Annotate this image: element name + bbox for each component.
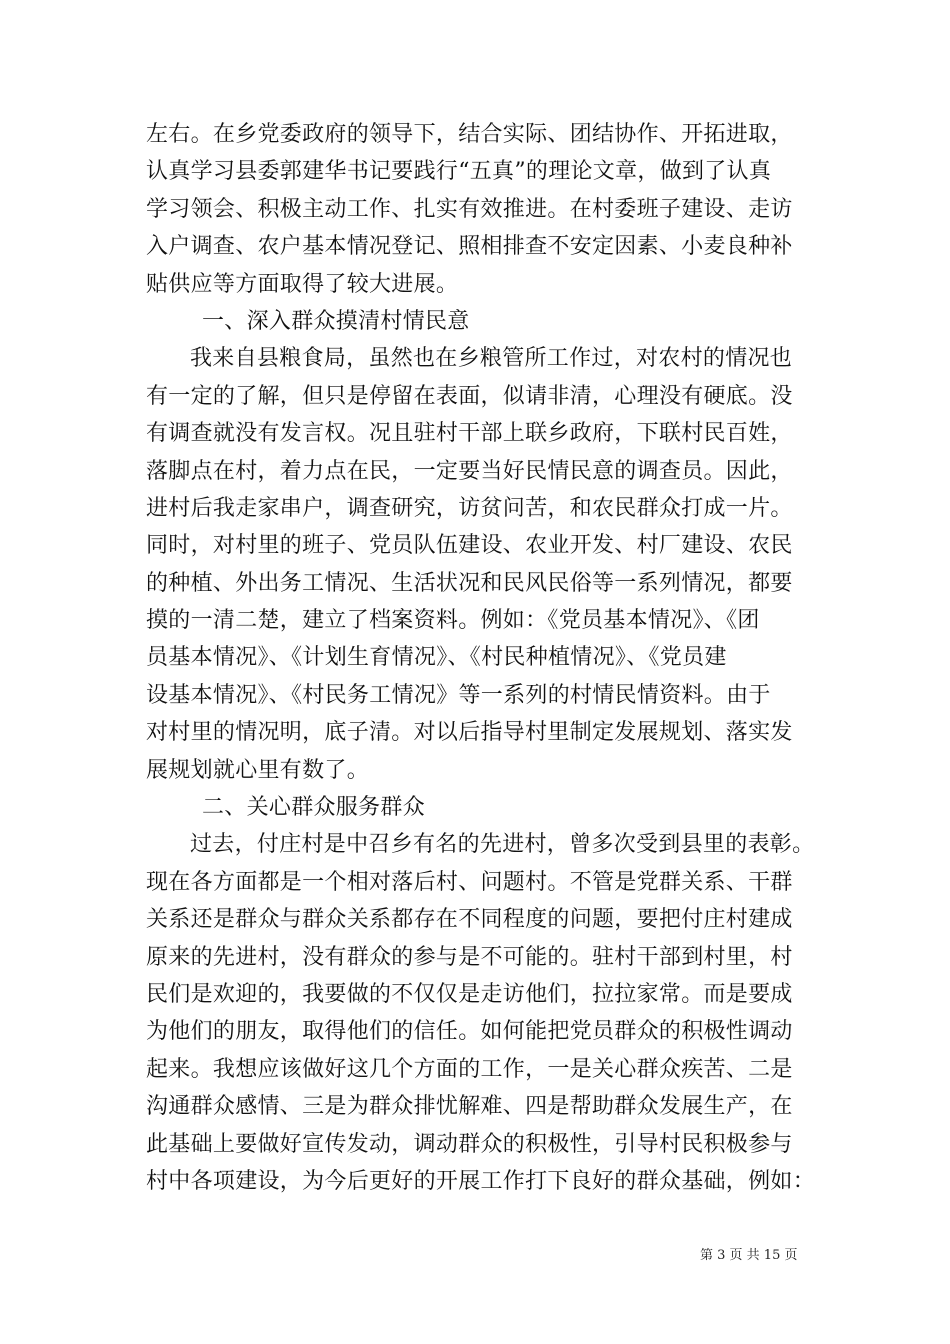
text-line: 对村里的情况明，底子清。对以后指导村里制定发展规划、落实发 <box>146 720 793 746</box>
text-line: 有一定的了解，但只是停留在表面，似请非清，心理没有硬底。没 <box>146 383 793 409</box>
section-heading: 二、关心群众服务群众 <box>202 795 426 821</box>
text-line: 我来自县粮食局，虽然也在乡粮管所工作过，对农村的情况也 <box>190 346 793 372</box>
page-number-footer: 第 3 页 共 15 页 <box>700 1248 798 1263</box>
text-line: 认真学习县委郭建华书记要践行“五真”的理论文章，做到了认真 <box>146 159 772 185</box>
text-line: 民们是欢迎的，我要做的不仅仅是走访他们，拉拉家常。而是要成 <box>146 981 793 1007</box>
text-line: 落脚点在村，着力点在民，一定要当好民情民意的调查员。因此， <box>146 458 793 484</box>
document-body <box>146 116 826 1200</box>
text-line: 贴供应等方面取得了较大进展。 <box>146 271 459 297</box>
text-line: 学习领会、积极主动工作、扎实有效推进。在村委班子建设、走访 <box>146 196 793 222</box>
text-line: 村中各项建设，为今后更好的开展工作打下良好的群众基础，例如： <box>146 1168 816 1194</box>
text-line: 左右。在乡党委政府的领导下，结合实际、团结协作、开拓进取， <box>146 122 793 147</box>
text-line: 起来。我想应该做好这几个方面的工作，一是关心群众疾苦、二是 <box>146 1056 793 1082</box>
text-line: 沟通群众感情、三是为群众排忧解难、四是帮助群众发展生产，在 <box>146 1094 793 1120</box>
text-line: 有调查就没有发言权。况且驻村干部上联乡政府，下联村民百姓， <box>146 421 793 447</box>
text-line: 现在各方面都是一个相对落后村、问题村。不管是党群关系、干群 <box>146 869 793 895</box>
text-line: 展规划就心里有数了。 <box>146 757 370 783</box>
text-line: 入户调查、农户基本情况登记、照相排查不安定因素、小麦良种补 <box>146 234 793 260</box>
text-line: 过去，付庄村是中召乡有名的先进村，曾多次受到县里的表彰。 <box>190 832 815 858</box>
text-line: 此基础上要做好宣传发动，调动群众的积极性，引导村民积极参与 <box>146 1131 793 1157</box>
text-line: 关系还是群众与群众关系都存在不同程度的问题，要把付庄村建成 <box>146 907 793 933</box>
section-heading: 一、深入群众摸清村情民意 <box>202 308 470 334</box>
text-line: 摸的一清二楚，建立了档案资料。例如：《党员基本情况》、《团 <box>146 608 760 634</box>
text-line: 进村后我走家串户，调查研究，访贫问苦，和农民群众打成一片。 <box>146 495 793 521</box>
text-line: 为他们的朋友，取得他们的信任。如何能把党员群众的积极性调动 <box>146 1019 793 1045</box>
text-line: 原来的先进村，没有群众的参与是不可能的。驻村干部到村里，村 <box>146 944 793 970</box>
text-line: 的种植、外出务工情况、生活状况和民风民俗等一系列情况，都要 <box>146 570 793 596</box>
text-line: 设基本情况》、《村民务工情况》等一系列的村情民情资料。由于 <box>146 682 771 708</box>
text-line: 员基本情况》、《计划生育情况》、《村民种植情况》、《党员建 <box>146 645 727 671</box>
text-line: 同时，对村里的班子、党员队伍建设、农业开发、村厂建设、农民 <box>146 533 793 559</box>
